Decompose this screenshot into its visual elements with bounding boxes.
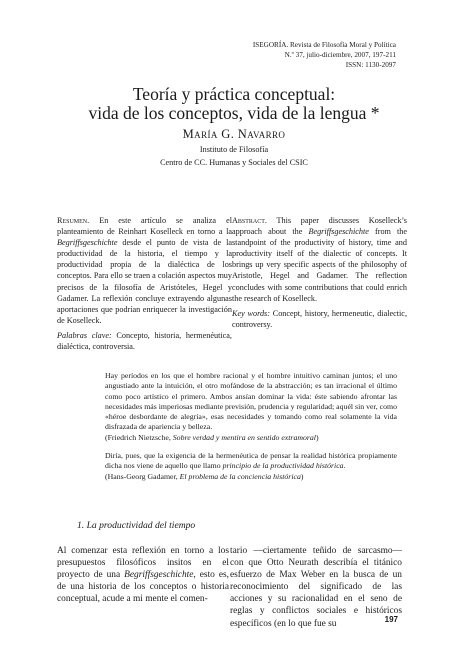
resumen-block [57,215,232,352]
page-number: 197 [384,615,398,624]
resumen-keywords-label: Palabras clave: [57,330,112,340]
resumen-text: Resumen. En este artículo se analiza el planteamiento de Reinhart Koselleck en torno a la Begriffsgeschichte desde el punto de vista de la productividad de la historia, el tiempo y la productividad propia de la dialéctica de los conceptos. Para ello se traen a colación aspectos muy precisos de la filosofía de Aristóteles, Hegel y Gadamer. La reflexión concluye extrayendo algunas aportaciones que podrían enriquecer la investigación de Koselleck. [57,216,232,325]
resumen-italic-term: Begriffsgeschichte [57,238,118,248]
body-column-left: Al comenzar esta reflexión en torno a los presupuestos filosóficos insitos en el proyecto de una Begriffsgeschichte, esto es, de una historia de los conceptos o historia conceptual, acude a mi mente el comen- [57,546,229,605]
epigraph-gadamer-text: Diría, pues, que la exigencia de la hermenéutica de pensar la realidad histórica propiamente dicha nos viene de aquello que llamo principio de la productividad histórica. [105,451,397,471]
abstract-italic-term: Begriffsgeschichte [308,227,369,237]
abstract-text: Abstract. This paper discusses Koselleck’s approach about the Begriffsgeschichte from the standpoint of the productivity of history, time and productivity itself of the dialectic of concepts. It brings up very specific aspects of the philosophy of Aristotle, Hegel and Gadamer. The reflection concludes with some contributions that could enrich the research of Koselleck. [232,216,407,303]
journal-issn: ISSN: 1130-2097 [345,61,396,69]
body-column-right: tario —ciertamente teñido de sarcasmo— con que Otto Neurath describía el titánico esfuerzo de Max Weber en la busca de un reconocimiento del significado de las acciones y su racionalidad en el seno de reglas y conflictos sociales e históricos específicos (en lo que fue su [230,546,402,629]
author-affiliation [0,144,468,169]
title-line-2: vida de los conceptos, vida de la lengua * [88,103,380,123]
journal-header [253,40,396,70]
section-heading: 1. La productividad del tiempo [77,520,196,531]
epigraph-nietzsche-attribution: (Friedrich Nietzsche, Sobre verdad y mentira en sentido extramoral) [105,432,319,442]
journal-name: ISEGORÍA. Revista de Filosofía Moral y Política [252,41,396,49]
abstract-label: Abstract. [232,216,267,225]
affiliation-center: Centro de CC. Humanas y Sociales del CSIC [160,157,308,167]
resumen-label: Resumen. [57,216,90,225]
epigraph-gadamer-attribution: (Hans-Georg Gadamer, El problema de la conciencia histórica) [105,471,304,481]
affiliation-institute: Instituto de Filosofía [199,145,269,154]
epigraph-nietzsche [105,371,397,443]
abstract-keywords-label: Key words: [232,308,270,318]
epigraph-nietzsche-text: Hay períodos en los que el hombre racional y el hombre intuitivo caminan juntos; el uno angustiado ante la intuición, el otro mofándose de la abstracción; es tan irracional el último como poco artístico el primero. Ambos ansían dominar la vida: éste sabiendo afrontar las necesidades más imperiosas mediante previsión, prudencia y regularidad; aquél sin ver, como «héroe desbordante de alegría», esas necesidades y tomando como real solamente la vida disfrazada de apariencia y belleza. [105,371,397,432]
author-name: María G. Navarro [182,127,286,141]
abstract-keywords: Key words: Concept, history, hermeneutic, dialectic, controversy. [232,308,407,329]
journal-issue: N.º 37, julio-diciembre, 2007, 197-211 [284,51,396,59]
article-title [0,85,468,123]
title-line-1: Teoría y práctica conceptual: [132,84,336,104]
abstract-block [232,215,407,330]
resumen-keywords: Palabras clave: Concepto, historia, hermenéutica, dialéctica, controversia. [57,330,232,352]
epigraph-gadamer [105,451,397,482]
